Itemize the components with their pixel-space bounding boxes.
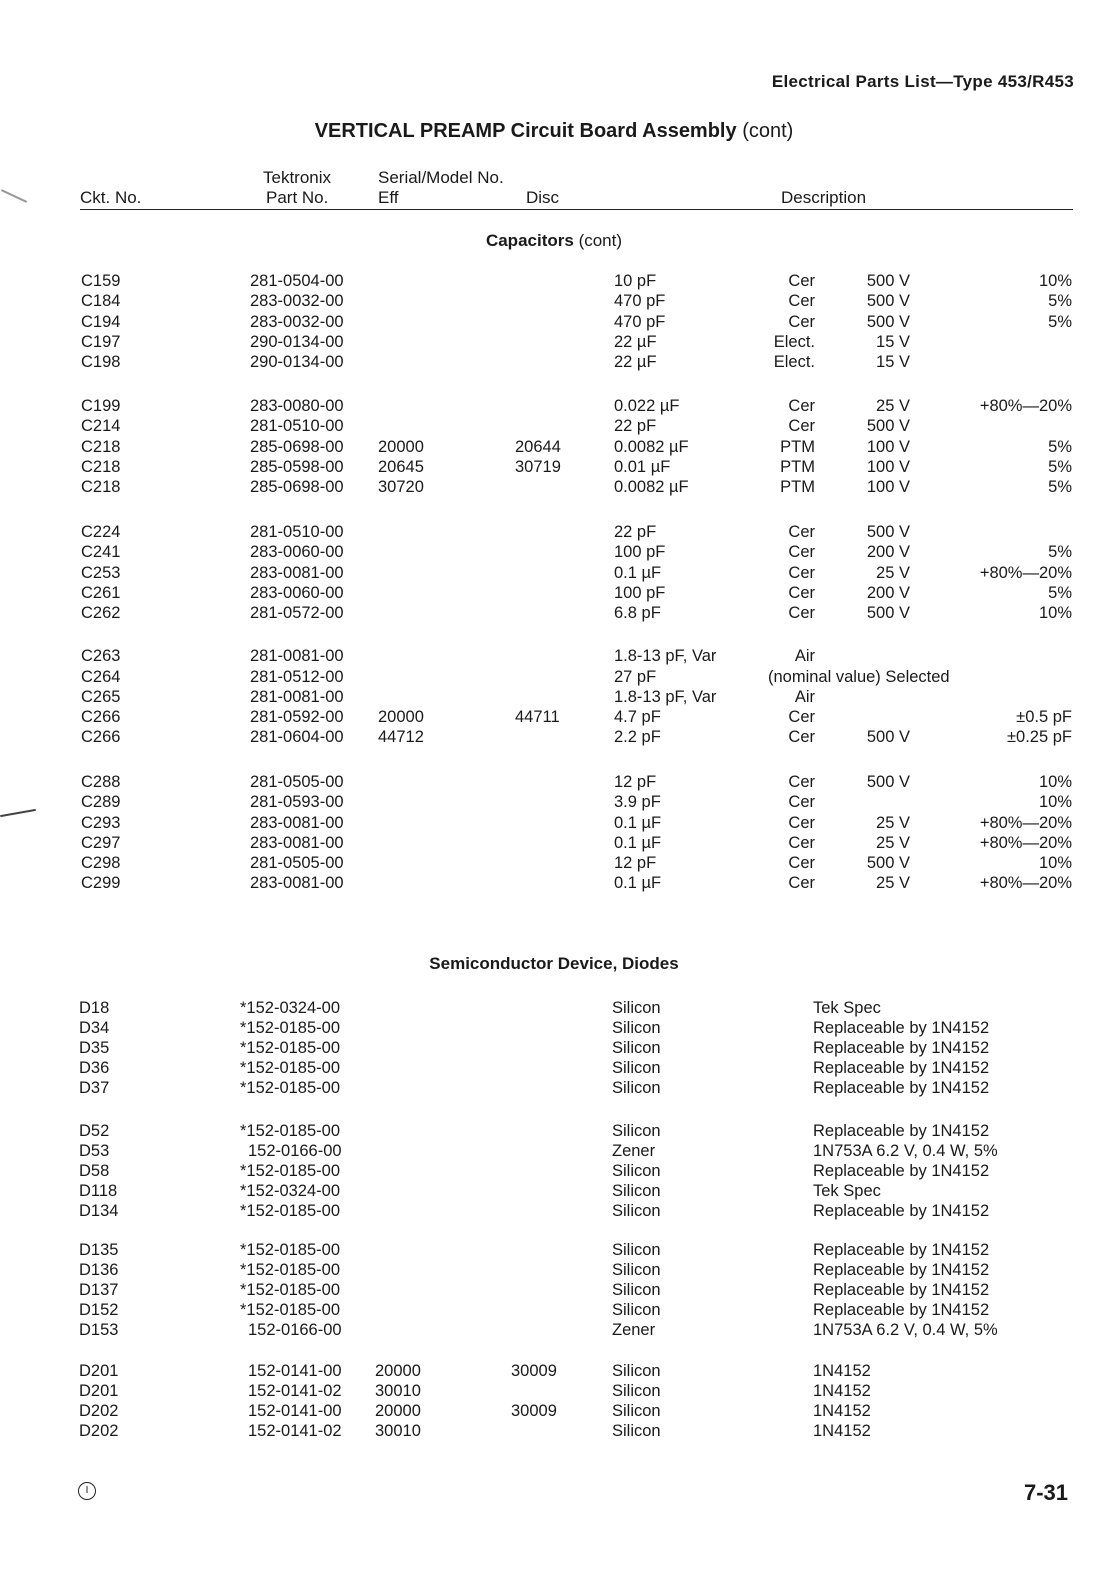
diode-description: Replaceable by 1N4152 (813, 1301, 990, 1319)
cap-value: 22 pF (614, 523, 657, 541)
serial-disc: 30719 (515, 458, 561, 476)
diode-row (0, 1161, 1108, 1181)
serial-disc: 44711 (515, 708, 560, 726)
ckt-no: D58 (79, 1162, 110, 1180)
capacitor-row (0, 457, 1108, 477)
part-no: 152-0141-02 (248, 1382, 342, 1400)
cap-value: 470 pF (614, 313, 666, 331)
ckt-no: C293 (81, 814, 121, 832)
diode-type: Silicon (612, 1039, 661, 1057)
ckt-no: C264 (81, 668, 121, 686)
cap-value: 1.8-13 pF, Var (614, 647, 717, 665)
cap-voltage: 200 V (866, 543, 910, 561)
diode-type: Silicon (612, 1122, 661, 1140)
diode-type: Zener (612, 1321, 656, 1339)
section-capacitors-suffix: (cont) (578, 231, 623, 250)
serial-eff: 20645 (378, 458, 424, 476)
part-no: 283-0060-00 (250, 584, 344, 602)
ckt-no: D152 (79, 1301, 119, 1319)
diode-description: Replaceable by 1N4152 (813, 1122, 990, 1140)
diode-row (0, 998, 1108, 1018)
diode-type: Silicon (612, 1261, 661, 1279)
serial-eff: 30720 (378, 478, 424, 496)
diode-type: Silicon (612, 1362, 661, 1380)
col-disc: Disc (526, 188, 560, 207)
part-no: 152-0141-00 (248, 1362, 342, 1380)
ckt-no: C262 (81, 604, 121, 622)
diode-type: Silicon (612, 1059, 661, 1077)
diode-type: Silicon (612, 1079, 661, 1097)
cap-voltage: 25 V (876, 874, 910, 892)
section-capacitors-title: Capacitors (485, 231, 574, 250)
diode-type: Silicon (612, 1301, 661, 1319)
capacitor-row (0, 772, 1108, 792)
diode-row (0, 1401, 1108, 1421)
part-no: *152-0185-00 (240, 1162, 340, 1180)
capacitor-row (0, 727, 1108, 747)
part-no: 281-0081-00 (250, 688, 344, 706)
part-no: 281-0510-00 (250, 417, 344, 435)
capacitor-row (0, 707, 1108, 727)
cap-type: Cer (788, 708, 815, 726)
cap-value: 0.1 µF (614, 564, 662, 582)
page-number: 7-31 (1023, 1480, 1068, 1505)
diode-row (0, 1280, 1108, 1300)
page-title-suffix: (cont) (742, 120, 794, 142)
ckt-no: D36 (79, 1059, 110, 1077)
diode-type: Silicon (612, 1281, 661, 1299)
cap-tolerance: 5% (1048, 438, 1072, 456)
cap-tolerance: 5% (1048, 292, 1072, 310)
ckt-no: D134 (79, 1202, 119, 1220)
part-no: 290-0134-00 (250, 333, 344, 351)
section-capacitors (0, 231, 1108, 251)
capacitor-row (0, 853, 1108, 873)
part-no: *152-0185-00 (240, 1122, 340, 1140)
ckt-no: C265 (81, 688, 121, 706)
cap-voltage: 25 V (876, 397, 910, 415)
part-no: 281-0604-00 (250, 728, 344, 746)
diode-row (0, 1320, 1108, 1340)
ckt-no: D135 (79, 1241, 119, 1259)
part-no: 152-0141-02 (248, 1422, 342, 1440)
diode-description: Tek Spec (813, 1182, 881, 1200)
diode-row (0, 1201, 1108, 1221)
cap-value: 6.8 pF (614, 604, 661, 622)
part-no: 283-0032-00 (250, 313, 344, 331)
cap-value: 27 pF (614, 668, 657, 686)
diode-type: Silicon (612, 1382, 661, 1400)
cap-value: 12 pF (614, 773, 657, 791)
col-ckt-no: Ckt. No. (80, 188, 142, 207)
diode-row (0, 1240, 1108, 1260)
cap-type: Cer (788, 543, 815, 561)
cap-value: 22 µF (614, 333, 657, 351)
ckt-no: D35 (79, 1039, 110, 1057)
cap-voltage: 25 V (876, 834, 910, 852)
cap-voltage: 500 V (866, 604, 910, 622)
diode-row (0, 1361, 1108, 1381)
part-no: 152-0166-00 (248, 1321, 342, 1339)
cap-value: 12 pF (614, 854, 657, 872)
cap-voltage: 100 V (866, 438, 910, 456)
cap-tolerance: 5% (1048, 458, 1072, 476)
cap-tolerance: ±0.5 pF (1016, 708, 1072, 726)
diode-type: Zener (612, 1142, 656, 1160)
diode-description: Tek Spec (813, 999, 881, 1017)
cap-value: 0.1 µF (614, 814, 662, 832)
cap-type: Elect. (773, 353, 815, 371)
cap-type: Cer (788, 523, 815, 541)
cap-tolerance: 5% (1048, 543, 1072, 561)
serial-eff: 20000 (378, 708, 424, 726)
page-title-main: VERTICAL PREAMP Circuit Board Assembly (314, 120, 737, 142)
ckt-no: C224 (81, 523, 121, 541)
diode-row (0, 1058, 1108, 1078)
cap-value: 0.01 µF (614, 458, 671, 476)
ckt-no: D202 (79, 1402, 119, 1420)
cap-tolerance: +80%—20% (979, 814, 1072, 832)
capacitor-row (0, 646, 1108, 666)
part-no: 283-0081-00 (250, 834, 344, 852)
part-no: *152-0185-00 (240, 1301, 340, 1319)
cap-type: Cer (788, 292, 815, 310)
header-rule (80, 209, 1073, 210)
ckt-no: D18 (79, 999, 110, 1017)
cap-voltage: 200 V (866, 584, 910, 602)
cap-type: (nominal value) Selected (768, 668, 950, 686)
cap-voltage: 500 V (866, 854, 910, 872)
part-no: *152-0185-00 (240, 1059, 340, 1077)
diode-row (0, 1381, 1108, 1401)
cap-value: 100 pF (614, 543, 666, 561)
ckt-no: C263 (81, 647, 121, 665)
footer-mark: I (78, 1482, 96, 1500)
section-diodes-title: Semiconductor Device, Diodes (429, 954, 679, 973)
part-no: 283-0081-00 (250, 564, 344, 582)
cap-voltage: 500 V (866, 292, 910, 310)
part-no: *152-0185-00 (240, 1079, 340, 1097)
part-no: 281-0592-00 (250, 708, 344, 726)
part-no: 152-0166-00 (248, 1142, 342, 1160)
diode-description: Replaceable by 1N4152 (813, 1039, 990, 1057)
cap-value: 0.0082 µF (614, 438, 689, 456)
col-tektronix: Tektronix (263, 168, 332, 187)
cap-tolerance: +80%—20% (979, 564, 1072, 582)
part-no: 283-0081-00 (250, 814, 344, 832)
capacitor-row (0, 332, 1108, 352)
cap-value: 1.8-13 pF, Var (614, 688, 717, 706)
cap-tolerance: 10% (1038, 793, 1072, 811)
part-no: 283-0080-00 (250, 397, 344, 415)
col-serial-model: Serial/Model No. (378, 168, 504, 187)
cap-value: 0.022 µF (614, 397, 680, 415)
capacitor-row (0, 437, 1108, 457)
part-no: *152-0185-00 (240, 1281, 340, 1299)
ckt-no: C266 (81, 728, 121, 746)
ckt-no: C218 (81, 438, 121, 456)
ckt-no: C218 (81, 458, 121, 476)
diode-row (0, 1141, 1108, 1161)
diode-description: Replaceable by 1N4152 (813, 1162, 990, 1180)
ckt-no: C214 (81, 417, 121, 435)
ckt-no: C299 (81, 874, 121, 892)
cap-type: Cer (788, 773, 815, 791)
cap-type: Cer (788, 417, 815, 435)
cap-value: 4.7 pF (614, 708, 661, 726)
part-no: 283-0081-00 (250, 874, 344, 892)
cap-voltage: 500 V (866, 272, 910, 290)
part-no: *152-0185-00 (240, 1039, 340, 1057)
diode-description: 1N4152 (813, 1362, 871, 1380)
ckt-no: D137 (79, 1281, 119, 1299)
diode-description: Replaceable by 1N4152 (813, 1261, 990, 1279)
cap-type: Cer (788, 854, 815, 872)
serial-eff: 30010 (375, 1422, 421, 1440)
diode-type: Silicon (612, 1422, 661, 1440)
ckt-no: D153 (79, 1321, 119, 1339)
capacitor-row (0, 291, 1108, 311)
capacitor-row (0, 522, 1108, 542)
cap-type: Elect. (773, 333, 815, 351)
cap-value: 0.0082 µF (614, 478, 689, 496)
diode-type: Silicon (612, 999, 661, 1017)
cap-value: 3.9 pF (614, 793, 661, 811)
cap-value: 2.2 pF (614, 728, 661, 746)
part-no: 285-0698-00 (250, 478, 344, 496)
cap-value: 22 pF (614, 417, 657, 435)
ckt-no: D202 (79, 1422, 119, 1440)
cap-voltage: 25 V (876, 564, 910, 582)
ckt-no: C241 (81, 543, 121, 561)
diode-row (0, 1181, 1108, 1201)
capacitor-row (0, 833, 1108, 853)
cap-tolerance: 5% (1048, 584, 1072, 602)
serial-eff: 44712 (378, 728, 424, 746)
capacitor-row (0, 687, 1108, 707)
serial-disc: 30009 (511, 1362, 557, 1380)
cap-value: 470 pF (614, 292, 666, 310)
diode-row (0, 1260, 1108, 1280)
capacitor-row (0, 563, 1108, 583)
part-no: 285-0698-00 (250, 438, 344, 456)
diode-description: 1N4152 (813, 1422, 871, 1440)
diode-description: Replaceable by 1N4152 (813, 1241, 990, 1259)
cap-type: Air (794, 688, 815, 706)
cap-type: Cer (788, 874, 815, 892)
capacitor-row (0, 271, 1108, 291)
part-no: *152-0185-00 (240, 1019, 340, 1037)
ckt-no: C199 (81, 397, 121, 415)
cap-voltage: 500 V (866, 773, 910, 791)
diode-row (0, 1018, 1108, 1038)
diode-row (0, 1421, 1108, 1441)
part-no: 281-0512-00 (250, 668, 344, 686)
ckt-no: C197 (81, 333, 121, 351)
part-no: *152-0185-00 (240, 1241, 340, 1259)
diode-type: Silicon (612, 1019, 661, 1037)
serial-eff: 20000 (378, 438, 424, 456)
cap-voltage: 100 V (866, 458, 910, 476)
part-no: 281-0510-00 (250, 523, 344, 541)
part-no: 281-0081-00 (250, 647, 344, 665)
part-no: 152-0141-00 (248, 1402, 342, 1420)
part-no: 281-0504-00 (250, 272, 344, 290)
capacitor-row (0, 603, 1108, 623)
ckt-no: C253 (81, 564, 121, 582)
part-no: *152-0324-00 (240, 999, 340, 1017)
cap-value: 0.1 µF (614, 834, 662, 852)
diode-type: Silicon (612, 1402, 661, 1420)
ckt-no: C159 (81, 272, 121, 290)
cap-tolerance: +80%—20% (979, 874, 1072, 892)
ckt-no: D118 (79, 1182, 118, 1200)
diode-row (0, 1038, 1108, 1058)
cap-voltage: 500 V (866, 728, 910, 746)
cap-type: Cer (788, 313, 815, 331)
diode-description: Replaceable by 1N4152 (813, 1281, 990, 1299)
cap-voltage: 500 V (866, 523, 910, 541)
cap-tolerance: ±0.25 pF (1006, 728, 1072, 746)
diode-description: Replaceable by 1N4152 (813, 1019, 990, 1037)
part-no: 281-0505-00 (250, 773, 344, 791)
scan-edge-mark (1, 189, 27, 203)
part-no: 290-0134-00 (250, 353, 344, 371)
cap-voltage: 15 V (876, 333, 910, 351)
cap-type: Cer (788, 728, 815, 746)
part-no: 281-0572-00 (250, 604, 344, 622)
cap-value: 22 µF (614, 353, 657, 371)
cap-voltage: 500 V (866, 417, 910, 435)
diode-description: 1N4152 (813, 1402, 871, 1420)
diode-row (0, 1121, 1108, 1141)
ckt-no: C198 (81, 353, 121, 371)
cap-type: PTM (780, 458, 815, 476)
cap-tolerance: 10% (1038, 604, 1072, 622)
diode-description: 1N4152 (813, 1382, 871, 1400)
cap-voltage: 25 V (876, 814, 910, 832)
cap-voltage: 15 V (876, 353, 910, 371)
cap-type: PTM (780, 438, 815, 456)
cap-type: PTM (780, 478, 815, 496)
part-no: 283-0060-00 (250, 543, 344, 561)
diode-description: 1N753A 6.2 V, 0.4 W, 5% (813, 1142, 998, 1160)
diode-description: 1N753A 6.2 V, 0.4 W, 5% (813, 1321, 998, 1339)
part-no: 285-0598-00 (250, 458, 344, 476)
page-title (0, 120, 1108, 143)
ckt-no: D52 (79, 1122, 110, 1140)
diode-type: Silicon (612, 1182, 661, 1200)
serial-disc: 30009 (511, 1402, 557, 1420)
ckt-no: C289 (81, 793, 121, 811)
col-part-no: Part No. (266, 188, 329, 207)
ckt-no: C261 (81, 584, 121, 602)
diode-type: Silicon (612, 1241, 661, 1259)
section-diodes (0, 954, 1108, 974)
ckt-no: D37 (79, 1079, 110, 1097)
cap-type: Cer (788, 834, 815, 852)
cap-value: 0.1 µF (614, 874, 662, 892)
capacitor-row (0, 312, 1108, 332)
cap-tolerance: +80%—20% (979, 834, 1072, 852)
ckt-no: C298 (81, 854, 121, 872)
capacitor-row (0, 667, 1108, 687)
diode-type: Silicon (612, 1162, 661, 1180)
ckt-no: C297 (81, 834, 121, 852)
cap-tolerance: 5% (1048, 313, 1072, 331)
capacitor-row (0, 583, 1108, 603)
ckt-no: D53 (79, 1142, 110, 1160)
capacitor-row (0, 416, 1108, 436)
cap-type: Cer (788, 397, 815, 415)
col-description: Description (781, 188, 867, 207)
serial-eff: 20000 (375, 1362, 421, 1380)
ckt-no: C184 (81, 292, 121, 310)
cap-type: Cer (788, 584, 815, 602)
cap-type: Air (794, 647, 815, 665)
part-no: 283-0032-00 (250, 292, 344, 310)
ckt-no: C288 (81, 773, 121, 791)
capacitor-row (0, 396, 1108, 416)
cap-voltage: 100 V (866, 478, 910, 496)
serial-disc: 20644 (515, 438, 561, 456)
cap-type: Cer (788, 564, 815, 582)
cap-type: Cer (788, 604, 815, 622)
diode-description: Replaceable by 1N4152 (813, 1202, 990, 1220)
cap-type: Cer (788, 814, 815, 832)
cap-tolerance: 5% (1048, 478, 1072, 496)
diode-description: Replaceable by 1N4152 (813, 1059, 990, 1077)
diode-type: Silicon (612, 1202, 661, 1220)
part-no: *152-0324-00 (240, 1182, 340, 1200)
cap-type: Cer (788, 272, 815, 290)
cap-tolerance: +80%—20% (979, 397, 1072, 415)
part-no: *152-0185-00 (240, 1261, 340, 1279)
diode-row (0, 1078, 1108, 1098)
cap-tolerance: 10% (1038, 854, 1072, 872)
capacitor-row (0, 792, 1108, 812)
ckt-no: C218 (81, 478, 121, 496)
serial-eff: 20000 (375, 1402, 421, 1420)
capacitor-row (0, 542, 1108, 562)
diode-row (0, 1300, 1108, 1320)
ckt-no: D201 (79, 1382, 119, 1400)
cap-value: 100 pF (614, 584, 666, 602)
ckt-no: D201 (79, 1362, 119, 1380)
ckt-no: C194 (81, 313, 121, 331)
part-no: 281-0505-00 (250, 854, 344, 872)
serial-eff: 30010 (375, 1382, 421, 1400)
capacitor-row (0, 477, 1108, 497)
capacitor-row (0, 873, 1108, 893)
cap-tolerance: 10% (1038, 773, 1072, 791)
cap-tolerance: 10% (1038, 272, 1072, 290)
diode-description: Replaceable by 1N4152 (813, 1079, 990, 1097)
page-header: Electrical Parts List—Type 453/R453 (771, 72, 1074, 91)
col-eff: Eff (378, 188, 399, 207)
part-no: *152-0185-00 (240, 1202, 340, 1220)
cap-type: Cer (788, 793, 815, 811)
part-no: 281-0593-00 (250, 793, 344, 811)
ckt-no: C266 (81, 708, 121, 726)
cap-value: 10 pF (614, 272, 657, 290)
cap-voltage: 500 V (866, 313, 910, 331)
ckt-no: D136 (79, 1261, 119, 1279)
capacitor-row (0, 813, 1108, 833)
capacitor-row (0, 352, 1108, 372)
ckt-no: D34 (79, 1019, 110, 1037)
